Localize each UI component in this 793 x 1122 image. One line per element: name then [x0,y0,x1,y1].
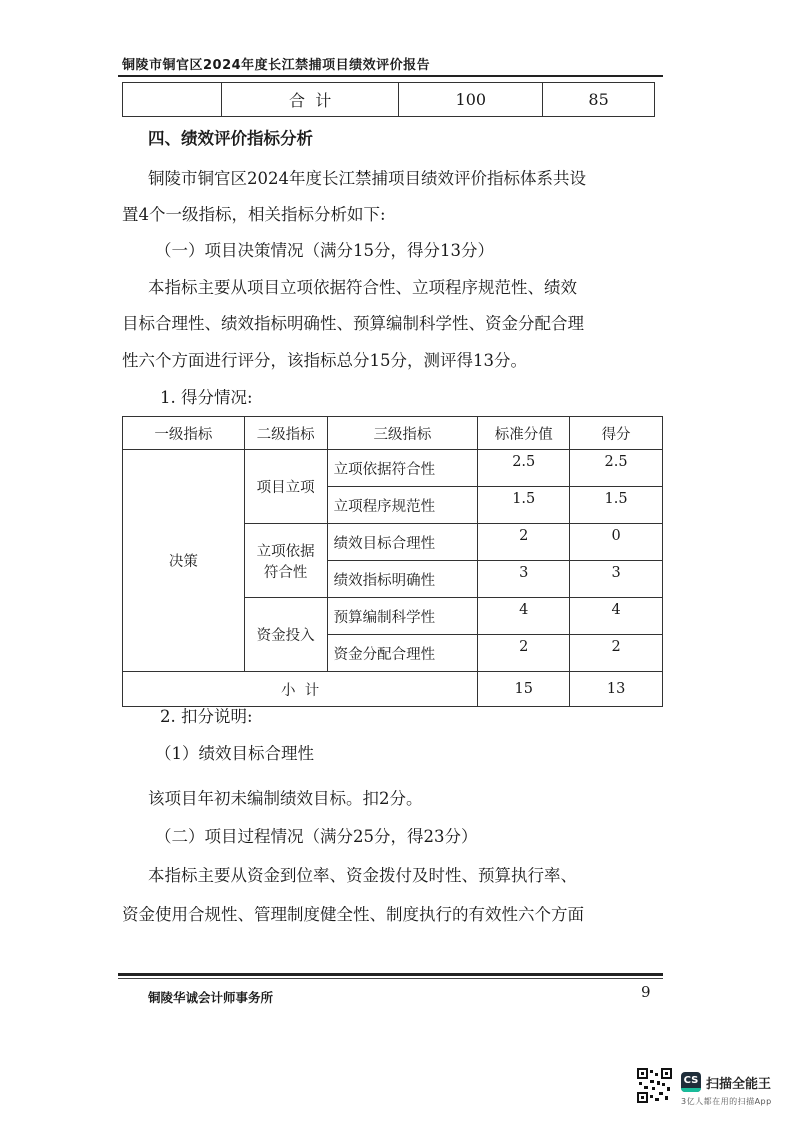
standard-cell: 2 [478,524,570,561]
score-cell: 1.5 [570,487,663,524]
camscanner-logo-icon: CS [681,1072,701,1092]
standard-cell: 2.5 [478,450,570,487]
total-row [123,83,655,117]
watermark-tagline: 3亿人都在用的扫描App [681,1097,772,1106]
standard-cell: 4 [478,598,570,635]
level3-cell: 绩效指标明确性 [327,561,478,598]
score-cell: 4 [570,598,663,635]
section-heading: 四、绩效评价指标分析 [148,129,313,148]
watermark-app-name: 扫描全能王 [706,1077,772,1092]
level1-cell: 决策 [123,450,245,672]
score-cell: 0 [570,524,663,561]
deduct-item: （1）绩效目标合理性 [155,744,314,763]
total-label: 合 计 [221,83,399,117]
subsection-1-para-line-2: 目标合理性、绩效指标明确性、预算编制科学性、资金分配合理 [122,314,584,333]
level2-line-2: 符合性 [263,564,308,581]
level3-cell: 绩效目标合理性 [327,524,478,561]
total-score: 85 [543,83,655,117]
standard-cell: 3 [478,561,570,598]
score-cell: 3 [570,561,663,598]
score-cell: 2 [570,635,663,672]
footer-divider-thick [118,973,663,976]
score-heading: 1. 得分情况: [160,388,253,407]
page-number: 9 [641,983,651,1001]
standard-cell: 1.5 [478,487,570,524]
header-cell: 二级指标 [244,417,327,450]
table-row [123,450,663,487]
subtotal-label: 小 计 [123,672,478,707]
level2-cell: 项目立项 [244,450,327,524]
level3-cell: 立项程序规范性 [327,487,478,524]
level3-cell: 立项依据符合性 [327,450,478,487]
total-empty-cell [123,83,222,117]
qr-code-icon [637,1068,672,1103]
intro-line-2: 置4个一级指标，相关指标分析如下: [122,205,386,224]
level2-line-1: 立项依据 [256,543,315,560]
subtotal-row [123,672,663,707]
header-cell: 三级指标 [327,417,478,450]
level3-cell: 资金分配合理性 [327,635,478,672]
total-standard: 100 [399,83,543,117]
score-cell: 2.5 [570,450,663,487]
footer-organization: 铜陵华诚会计师事务所 [148,990,274,1005]
score-table-header [123,417,663,450]
subsection-2-heading: （二）项目过程情况（满分25分，得23分） [155,827,478,846]
standard-cell: 2 [478,635,570,672]
subsection-1-heading: （一）项目决策情况（满分15分，得分13分） [155,241,494,260]
subsection-1-para-line-1: 本指标主要从项目立项依据符合性、立项程序规范性、绩效 [148,278,577,297]
subsection-2-para-line-2: 资金使用合规性、管理制度健全性、制度执行的有效性六个方面 [122,905,584,924]
footer-divider-thin [118,978,663,979]
level3-cell: 预算编制科学性 [327,598,478,635]
header-cell: 得分 [570,417,663,450]
subtotal-standard: 15 [478,672,570,707]
subtotal-score: 13 [570,672,663,707]
deduct-text: 该项目年初未编制绩效目标。扣2分。 [148,789,423,808]
deduct-heading: 2. 扣分说明: [160,707,253,726]
subsection-2-para-line-1: 本指标主要从资金到位率、资金拨付及时性、预算执行率、 [148,866,577,885]
intro-line-1: 铜陵市铜官区2024年度长江禁捕项目绩效评价指标体系共设 [148,169,586,188]
total-table [122,82,655,117]
header-cell: 标准分值 [478,417,570,450]
level2-cell [244,524,327,598]
header-divider [118,75,663,77]
report-header-title: 铜陵市铜官区2024年度长江禁捕项目绩效评价报告 [122,58,431,73]
score-table [122,416,663,707]
header-cell: 一级指标 [123,417,245,450]
subsection-1-para-line-3: 性六个方面进行评分，该指标总分15分，测评得13分。 [122,351,527,370]
level2-cell: 资金投入 [244,598,327,672]
